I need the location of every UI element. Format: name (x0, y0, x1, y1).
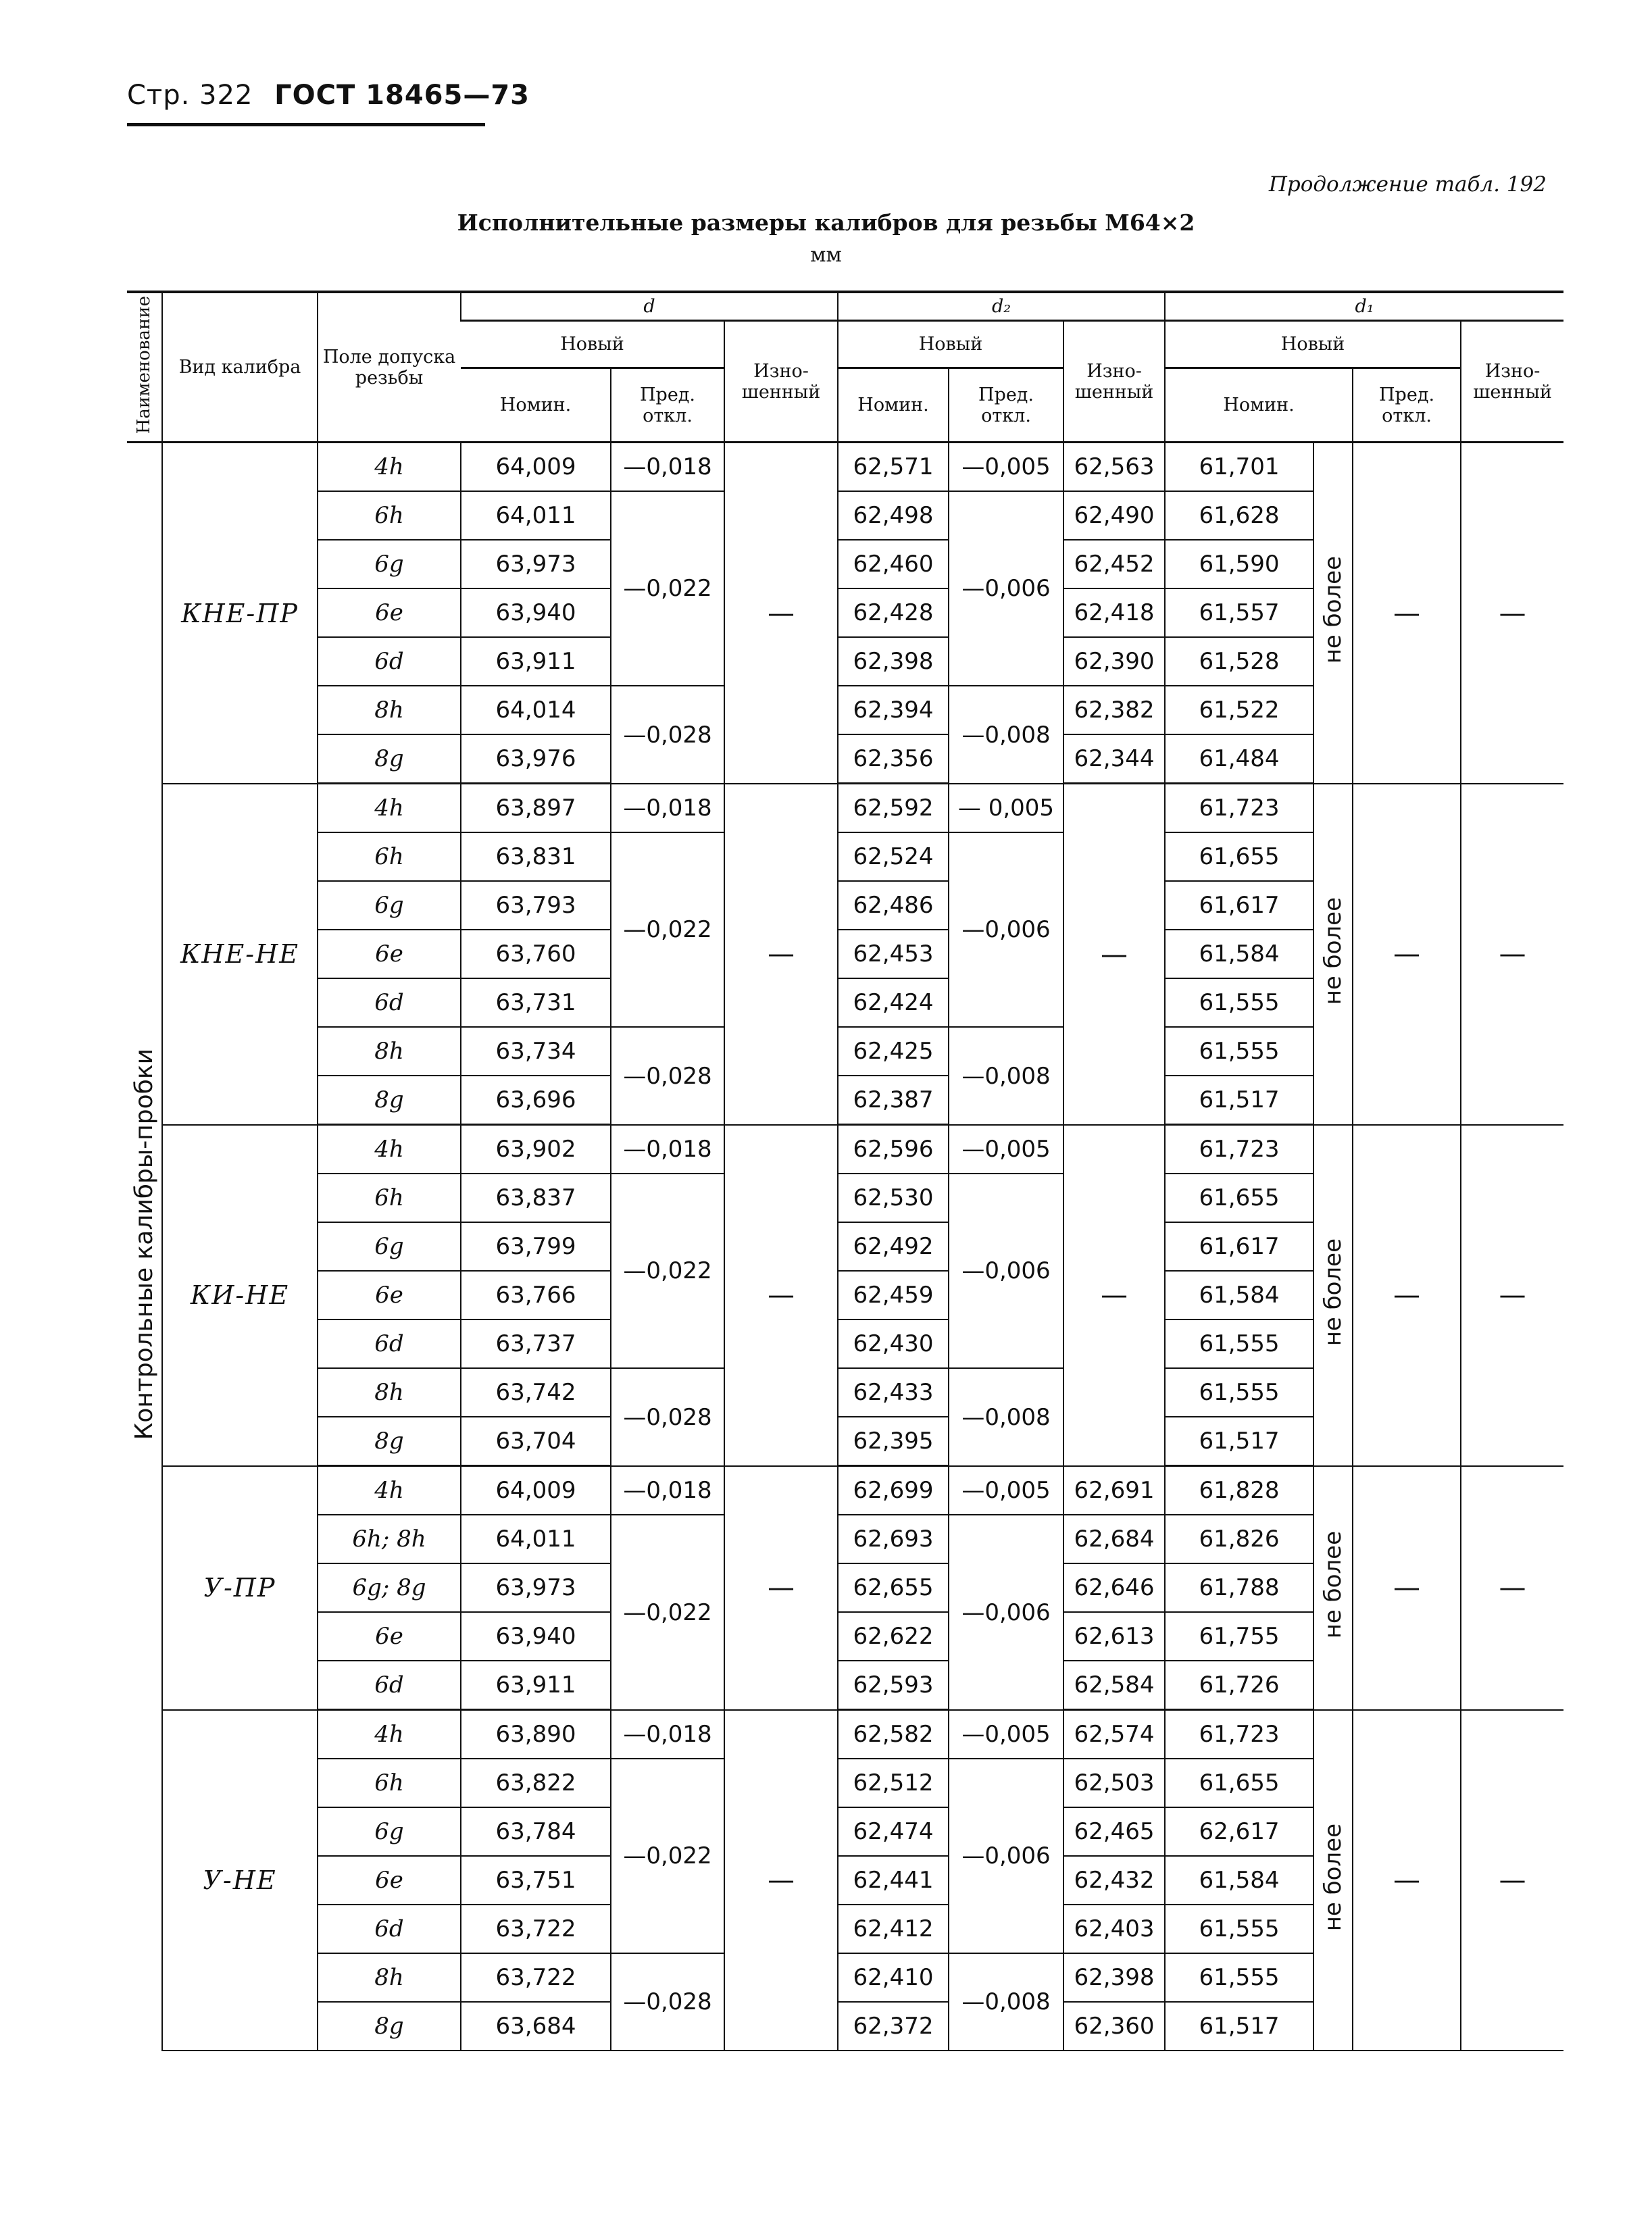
d2-nominal: 62,453 (838, 930, 949, 978)
d1-nominal: 61,655 (1165, 832, 1313, 881)
d2-nominal: 62,410 (838, 1953, 949, 2002)
d2-deviation: —0,006 (949, 832, 1063, 1027)
d2-nominal: 62,498 (838, 491, 949, 540)
header-d2-nomin: Номин. (838, 368, 949, 443)
tolerance-field: 6g (318, 540, 461, 588)
d-nominal: 63,731 (461, 978, 611, 1027)
d1-nominal: 62,617 (1165, 1807, 1313, 1856)
d2-nominal: 62,395 (838, 1417, 949, 1466)
tolerance-field: 8h (318, 1953, 461, 2002)
tolerance-field: 6e (318, 1612, 461, 1661)
d-nominal: 63,784 (461, 1807, 611, 1856)
d2-worn: 62,574 (1063, 1710, 1165, 1759)
d2-worn: 62,684 (1063, 1515, 1165, 1563)
d2-nominal: 62,430 (838, 1319, 949, 1368)
d2-nominal: 62,530 (838, 1174, 949, 1222)
d2-nominal: 62,433 (838, 1368, 949, 1417)
tolerance-field: 6g (318, 1222, 461, 1271)
d1-nominal: 61,655 (1165, 1174, 1313, 1222)
standard-number: ГОСТ 18465—73 (274, 80, 530, 111)
d2-nominal: 62,596 (838, 1125, 949, 1174)
tolerance-field: 6d (318, 637, 461, 686)
header-d1-iznoshennyi: Изно-шенный (1461, 321, 1563, 443)
d2-deviation: —0,005 (949, 443, 1063, 492)
tolerance-field: 8h (318, 1027, 461, 1076)
d2-deviation: —0,005 (949, 1466, 1063, 1515)
d1-nominal: 61,555 (1165, 1368, 1313, 1417)
header-d2-iznoshennyi: Изно-шенный (1063, 321, 1165, 443)
gauge-name: У-НЕ (162, 1710, 318, 2051)
header-d2: d₂ (838, 292, 1165, 321)
d2-nominal: 62,474 (838, 1807, 949, 1856)
d2-nominal: 62,394 (838, 686, 949, 734)
d1-deviation-note: не более (1313, 1710, 1353, 2051)
tolerance-field: 6e (318, 588, 461, 637)
tolerance-field: 8g (318, 2002, 461, 2051)
d-deviation: —0,018 (611, 1466, 724, 1515)
tolerance-field: 6d (318, 1905, 461, 1953)
d-nominal: 63,902 (461, 1125, 611, 1174)
d2-deviation: —0,006 (949, 1174, 1063, 1368)
d-nominal: 64,009 (461, 443, 611, 492)
d1-deviation: — (1353, 443, 1461, 784)
tolerance-field: 6h (318, 832, 461, 881)
d-deviation: —0,018 (611, 1125, 724, 1174)
header-d-pred-otkl: Пред. откл. (611, 368, 724, 443)
d-deviation: —0,018 (611, 784, 724, 833)
table-continuation-note: Продолжение табл. 192 (1268, 172, 1547, 197)
d-nominal: 63,976 (461, 734, 611, 784)
d1-nominal: 61,628 (1165, 491, 1313, 540)
d1-worn: — (1461, 1125, 1563, 1466)
d-deviation: —0,022 (611, 1759, 724, 1953)
d-nominal: 64,009 (461, 1466, 611, 1515)
d2-deviation: — 0,005 (949, 784, 1063, 833)
d1-deviation-note: не более (1313, 1125, 1353, 1466)
d2-worn: 62,613 (1063, 1612, 1165, 1661)
header-d1: d₁ (1165, 292, 1563, 321)
d-nominal: 63,973 (461, 540, 611, 588)
tolerance-field: 8h (318, 686, 461, 734)
tolerance-field: 6d (318, 1319, 461, 1368)
d-deviation: —0,018 (611, 443, 724, 492)
table-unit: мм (810, 243, 842, 267)
tolerance-field: 6e (318, 1271, 461, 1319)
d-deviation: —0,022 (611, 1515, 724, 1710)
d-nominal: 63,742 (461, 1368, 611, 1417)
d1-nominal: 61,590 (1165, 540, 1313, 588)
d2-worn: 62,403 (1063, 1905, 1165, 1953)
tolerance-field: 6e (318, 1856, 461, 1905)
tolerance-field: 6g (318, 881, 461, 930)
tolerance-field: 4h (318, 784, 461, 833)
d2-worn: — (1063, 784, 1165, 1125)
calibre-type-cell: Контрольные калибры-пробки (130, 1048, 158, 1440)
d1-deviation: — (1353, 1466, 1461, 1710)
d-deviation: —0,022 (611, 832, 724, 1027)
tolerance-field: 8g (318, 1417, 461, 1466)
d1-nominal: 61,555 (1165, 1027, 1313, 1076)
tolerance-field: 6d (318, 978, 461, 1027)
d1-nominal: 61,555 (1165, 1319, 1313, 1368)
d2-worn: 62,452 (1063, 540, 1165, 588)
d2-deviation: —0,006 (949, 1759, 1063, 1953)
d2-nominal: 62,622 (838, 1612, 949, 1661)
d2-worn: 62,360 (1063, 2002, 1165, 2051)
d2-worn: 62,691 (1063, 1466, 1165, 1515)
d-nominal: 63,722 (461, 1953, 611, 2002)
d2-deviation: —0,008 (949, 686, 1063, 784)
d1-nominal: 61,726 (1165, 1661, 1313, 1710)
d2-nominal: 62,387 (838, 1076, 949, 1125)
tolerance-field: 6h (318, 1759, 461, 1807)
d-nominal: 63,799 (461, 1222, 611, 1271)
tolerance-field: 6e (318, 930, 461, 978)
d-worn: — (724, 1125, 838, 1466)
d1-nominal: 61,723 (1165, 1125, 1313, 1174)
d2-deviation: —0,006 (949, 1515, 1063, 1710)
d1-nominal: 61,555 (1165, 1953, 1313, 2002)
page-header (127, 80, 530, 111)
d2-worn: 62,390 (1063, 637, 1165, 686)
d2-nominal: 62,372 (838, 2002, 949, 2051)
d2-nominal: 62,425 (838, 1027, 949, 1076)
tolerance-field: 6h; 8h (318, 1515, 461, 1563)
d2-worn: 62,344 (1063, 734, 1165, 784)
d2-nominal: 62,512 (838, 1759, 949, 1807)
d2-deviation: —0,005 (949, 1710, 1063, 1759)
d1-nominal: 61,584 (1165, 930, 1313, 978)
header-d2-pred-otkl: Пред. откл. (949, 368, 1063, 443)
d1-deviation: — (1353, 1125, 1461, 1466)
d2-nominal: 62,428 (838, 588, 949, 637)
header-d-novyi: Новый (461, 321, 724, 368)
header-d1-novyi: Новый (1165, 321, 1461, 368)
d1-nominal: 61,484 (1165, 734, 1313, 784)
d2-nominal: 62,582 (838, 1710, 949, 1759)
header-d-iznoshennyi: Изно-шенный (724, 321, 838, 443)
d2-nominal: 62,412 (838, 1905, 949, 1953)
gauge-name: КИ-НЕ (162, 1125, 318, 1466)
d1-nominal: 61,584 (1165, 1271, 1313, 1319)
d-nominal: 63,793 (461, 881, 611, 930)
d2-nominal: 62,356 (838, 734, 949, 784)
d2-worn: 62,584 (1063, 1661, 1165, 1710)
d-nominal: 63,973 (461, 1563, 611, 1612)
d-deviation: —0,022 (611, 1174, 724, 1368)
d1-nominal: 61,517 (1165, 1417, 1313, 1466)
d-nominal: 63,766 (461, 1271, 611, 1319)
d2-deviation: —0,008 (949, 1953, 1063, 2051)
d1-nominal: 61,826 (1165, 1515, 1313, 1563)
d-worn: — (724, 443, 838, 784)
d1-deviation: — (1353, 784, 1461, 1125)
tolerance-field: 6d (318, 1661, 461, 1710)
d2-nominal: 62,571 (838, 443, 949, 492)
tolerance-field: 4h (318, 1710, 461, 1759)
d-deviation: —0,028 (611, 1027, 724, 1125)
d1-nominal: 61,617 (1165, 881, 1313, 930)
d1-nominal: 61,584 (1165, 1856, 1313, 1905)
d-nominal: 63,837 (461, 1174, 611, 1222)
d2-worn: 62,646 (1063, 1563, 1165, 1612)
d2-worn: 62,503 (1063, 1759, 1165, 1807)
d2-worn: — (1063, 1125, 1165, 1466)
d-worn: — (724, 784, 838, 1125)
tolerance-field: 8g (318, 1076, 461, 1125)
d2-deviation: —0,008 (949, 1027, 1063, 1125)
d2-worn: 62,382 (1063, 686, 1165, 734)
d1-nominal: 61,517 (1165, 1076, 1313, 1125)
tolerance-field: 4h (318, 1125, 461, 1174)
gauge-name: КНЕ-ПР (162, 443, 318, 784)
d1-worn: — (1461, 443, 1563, 784)
d-nominal: 63,734 (461, 1027, 611, 1076)
d-nominal: 63,890 (461, 1710, 611, 1759)
gauge-dimensions-table (127, 291, 1563, 2051)
d2-nominal: 62,441 (838, 1856, 949, 1905)
table-row (127, 1710, 1563, 1759)
d1-nominal: 61,617 (1165, 1222, 1313, 1271)
d2-deviation: —0,006 (949, 491, 1063, 686)
d-nominal: 63,737 (461, 1319, 611, 1368)
d1-nominal: 61,557 (1165, 588, 1313, 637)
d1-worn: — (1461, 784, 1563, 1125)
d1-nominal: 61,517 (1165, 2002, 1313, 2051)
tolerance-field: 8g (318, 734, 461, 784)
d2-worn: 62,432 (1063, 1856, 1165, 1905)
d-nominal: 64,011 (461, 491, 611, 540)
header-d2-novyi: Новый (838, 321, 1063, 368)
d1-worn: — (1461, 1466, 1563, 1710)
d1-nominal: 61,528 (1165, 637, 1313, 686)
d-nominal: 63,911 (461, 1661, 611, 1710)
gauge-name: У-ПР (162, 1466, 318, 1710)
d1-nominal: 61,755 (1165, 1612, 1313, 1661)
d-nominal: 63,751 (461, 1856, 611, 1905)
header-pole-dopuska: Поле допуска резьбы (318, 292, 461, 443)
d2-worn: 62,563 (1063, 443, 1165, 492)
table-row (127, 784, 1563, 833)
tolerance-field: 4h (318, 443, 461, 492)
d2-nominal: 62,593 (838, 1661, 949, 1710)
header-d1-nomin: Номин. (1165, 368, 1353, 443)
header-d1-pred-otkl: Пред. откл. (1353, 368, 1461, 443)
d2-nominal: 62,398 (838, 637, 949, 686)
d2-nominal: 62,699 (838, 1466, 949, 1515)
d2-nominal: 62,492 (838, 1222, 949, 1271)
d1-nominal: 61,522 (1165, 686, 1313, 734)
table-title: Исполнительные размеры калибров для резьбы М64×2 (457, 209, 1195, 236)
d1-nominal: 61,828 (1165, 1466, 1313, 1515)
d-worn: — (724, 1710, 838, 2051)
d1-nominal: 61,723 (1165, 784, 1313, 833)
d-nominal: 63,704 (461, 1417, 611, 1466)
d-nominal: 64,014 (461, 686, 611, 734)
d-deviation: —0,028 (611, 686, 724, 784)
tolerance-field: 6g (318, 1807, 461, 1856)
d2-nominal: 62,460 (838, 540, 949, 588)
d-deviation: —0,028 (611, 1953, 724, 2051)
d2-worn: 62,418 (1063, 588, 1165, 637)
d2-nominal: 62,424 (838, 978, 949, 1027)
header-naimenovanie: Наименование (127, 292, 162, 443)
d-nominal: 63,822 (461, 1759, 611, 1807)
d1-nominal: 61,723 (1165, 1710, 1313, 1759)
d2-worn: 62,465 (1063, 1807, 1165, 1856)
d2-nominal: 62,459 (838, 1271, 949, 1319)
d-nominal: 63,940 (461, 1612, 611, 1661)
tolerance-field: 6h (318, 491, 461, 540)
d1-deviation-note: не более (1313, 1466, 1353, 1710)
d2-nominal: 62,524 (838, 832, 949, 881)
table-row (127, 1466, 1563, 1515)
d1-deviation-note: не более (1313, 443, 1353, 784)
d2-deviation: —0,008 (949, 1368, 1063, 1466)
d1-deviation-note: не более (1313, 784, 1353, 1125)
d-deviation: —0,018 (611, 1710, 724, 1759)
d-deviation: —0,022 (611, 491, 724, 686)
d1-nominal: 61,555 (1165, 978, 1313, 1027)
tolerance-field: 6h (318, 1174, 461, 1222)
d1-deviation: — (1353, 1710, 1461, 2051)
d1-nominal: 61,655 (1165, 1759, 1313, 1807)
d1-nominal: 61,788 (1165, 1563, 1313, 1612)
d2-nominal: 62,693 (838, 1515, 949, 1563)
header-d-nomin: Номин. (461, 368, 611, 443)
tolerance-field: 4h (318, 1466, 461, 1515)
d-nominal: 63,911 (461, 637, 611, 686)
d2-nominal: 62,655 (838, 1563, 949, 1612)
d2-deviation: —0,005 (949, 1125, 1063, 1174)
d1-nominal: 61,701 (1165, 443, 1313, 492)
d2-nominal: 62,592 (838, 784, 949, 833)
d1-worn: — (1461, 1710, 1563, 2051)
d-deviation: —0,028 (611, 1368, 724, 1466)
d-nominal: 63,696 (461, 1076, 611, 1125)
tolerance-field: 8h (318, 1368, 461, 1417)
d1-nominal: 61,555 (1165, 1905, 1313, 1953)
d-worn: — (724, 1466, 838, 1710)
table-row (127, 443, 1563, 492)
gauge-name: КНЕ-НЕ (162, 784, 318, 1125)
table-row (127, 1125, 1563, 1174)
d2-worn: 62,490 (1063, 491, 1165, 540)
header-d: d (461, 292, 838, 321)
d2-worn: 62,398 (1063, 1953, 1165, 2002)
d-nominal: 64,011 (461, 1515, 611, 1563)
d2-nominal: 62,486 (838, 881, 949, 930)
tolerance-field: 6g; 8g (318, 1563, 461, 1612)
d-nominal: 63,722 (461, 1905, 611, 1953)
d-nominal: 63,897 (461, 784, 611, 833)
header-rule (127, 123, 485, 126)
d-nominal: 63,760 (461, 930, 611, 978)
page-number: Стр. 322 (127, 80, 253, 111)
d-nominal: 63,684 (461, 2002, 611, 2051)
d-nominal: 63,940 (461, 588, 611, 637)
header-vid-kalibra: Вид калибра (162, 292, 318, 443)
d-nominal: 63,831 (461, 832, 611, 881)
